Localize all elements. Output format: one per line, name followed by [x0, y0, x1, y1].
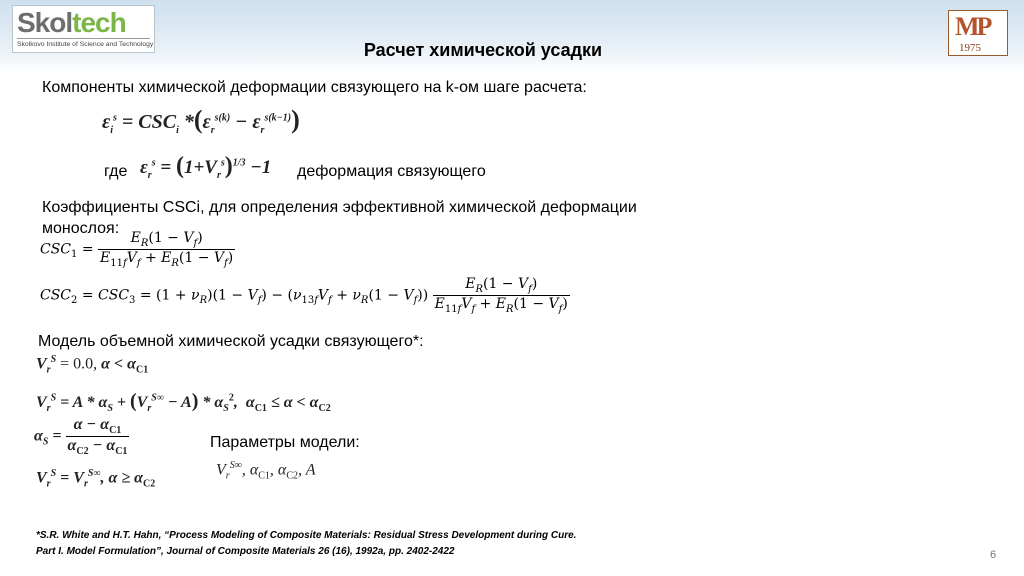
model-heading: Модель объемной химической усадки связующего*:	[38, 333, 424, 350]
csc2-csc3-equation: $CSC_2 = CSC_3 = (1 + \nu_R)(1 - V_f) - (\nu_{13f}V_f + \nu_R(1 - V_f))$ $\frac{E_R(1 - V_f)}{E_{11f}V_f + E_R(1 - V_f)}$	[40, 276, 568, 315]
coefficients-line-2: монослоя:	[42, 220, 120, 237]
mp-logo-mark: МР	[955, 12, 990, 41]
chemical-strain-equation: $\varepsilon_i^s = CSC_i$ $*(\varepsilon_r^{s(k)} - \varepsilon_r^{s(k-1)})$	[102, 105, 300, 136]
slide-title: Расчет химической усадки	[363, 40, 603, 60]
citation-line-1: *S.R. White and H.T. Hahn, “Process Modeling of Composite Materials: Residual Stress Development during Cure.	[36, 530, 577, 541]
alpha-s-fraction: $\frac{\alpha - \alpha_{C1}}{\alpha_{C2} - \alpha_{C1}}$	[67, 416, 128, 458]
skoltech-logo-subtitle: Skolkovo Institute of Science and Technology	[17, 41, 154, 48]
shrinkage-equation-3: $V_r^S = V_r^{S\infty}$, $\alpha \ge \alpha_{C2}$	[36, 468, 156, 490]
alpha-s-equation: $\alpha_S$ = $\frac{\alpha - \alpha_{C1}}{\alpha_{C2} - \alpha_{C1}}$	[34, 416, 128, 458]
csc1-fraction: $\frac{E_R(1 - V_f)}{E_{11f}V_f + E_R(1 - V_f)}$	[100, 230, 234, 269]
params-label: Параметры модели:	[210, 434, 360, 451]
coefficients-line-1: Коэффициенты CSCi, для определения эффективной химической деформации	[42, 199, 637, 216]
components-heading: Компоненты химической деформации связующего на k-ом шаге расчета:	[42, 79, 587, 96]
mp-logo-year: 1975	[959, 42, 981, 54]
shrinkage-equation-1: $V_r^S = 0.0$, $\alpha < \alpha_{C1}$	[36, 354, 149, 376]
csc2-fraction: $\frac{E_R(1 - V_f)}{E_{11f}V_f + E_R(1 - V_f)}$	[434, 276, 568, 315]
citation-line-2: Part I. Model Formulation”, Journal of Composite Materials 26 (16), 1992a, pp. 2402-2422	[36, 546, 455, 557]
model-parameters-list: $V_r^{S\infty}$, $\alpha_{C1}$, $\alpha_{C2}$, A	[216, 460, 316, 482]
page-number: 6	[990, 549, 997, 561]
where-label: где	[104, 163, 128, 180]
skoltech-logo-divider	[17, 38, 150, 39]
csc1-equation: $CSC_1$ = $\frac{E_R(1 - V_f)}{E_{11f}V_f + E_R(1 - V_f)}$	[40, 230, 234, 269]
strain-label: деформация связующего	[297, 163, 486, 180]
resin-strain-equation: $\varepsilon_r^s = (1+V_r^s)^{1/3} -1$	[140, 153, 272, 181]
skoltech-logo-word: Skoltech	[17, 7, 126, 38]
shrinkage-equation-2: $V_r^S = A * \alpha_S + (V_r^{S\infty} - A) * \alpha_S^2$, $\alpha_{C1} \le \alpha < \alpha_{C2}$	[36, 390, 331, 415]
